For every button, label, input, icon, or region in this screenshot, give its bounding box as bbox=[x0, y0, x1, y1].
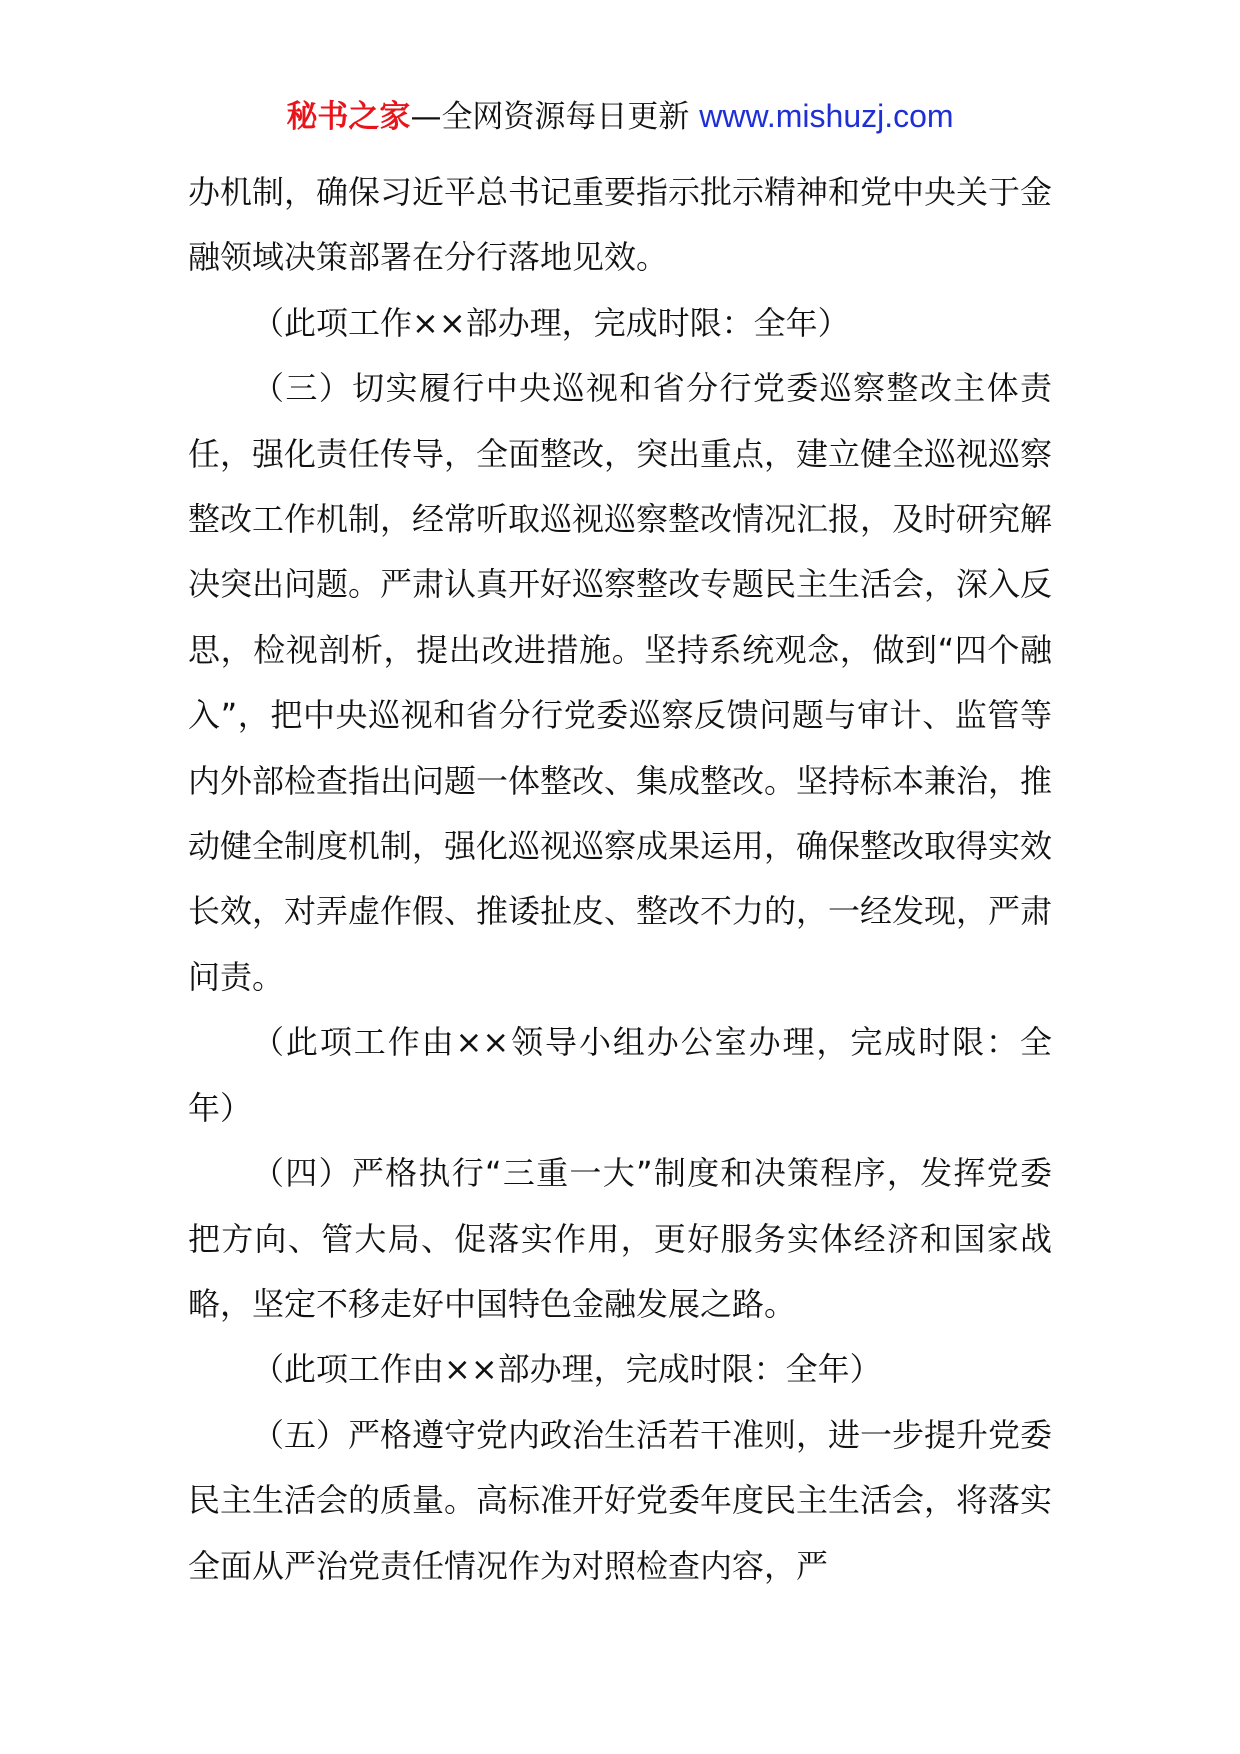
header-slogan: —全网资源每日更新 bbox=[410, 99, 690, 135]
paragraph-section-4: （四）严格执行“三重一大”制度和决策程序，发挥党委把方向、管大局、促落实作用，更好服务实体经济和国家战略，坚定不移走好中国特色金融发展之路。 bbox=[188, 1154, 1052, 1323]
watermark-header bbox=[0, 96, 1240, 137]
paragraph-continuation: 办机制，确保习近平总书记重要指示批示精神和党中央关于金融领域决策部署在分行落地见效。 bbox=[188, 173, 1053, 277]
document-body bbox=[188, 160, 1052, 1599]
website-url[interactable]: www.mishuzj.com bbox=[699, 98, 954, 134]
paragraph-note-3: （此项工作由××部办理，完成时限：全年） bbox=[252, 1350, 882, 1389]
brand-name: 秘书之家 bbox=[286, 99, 411, 135]
paragraph-section-3: （三）切实履行中央巡视和省分行党委巡察整改主体责任，强化责任传导，全面整改，突出重点，建立健全巡视巡察整改工作机制，经常听取巡视巡察整改情况汇报，及时研究解决突出问题。严肃认真开好巡察整改专题民主生活会，深入反思，检视剖析，提出改进措施。坚持系统观念，做到“四个融入”，把中央巡视和省分行党委巡察反馈问题与审计、监管等内外部检查指出问题一体整改、集成整改。坚持标本兼治，推动健全制度机制，强化巡视巡察成果运用，确保整改取得实效长效，对弄虚作假、推诿扯皮、整改不力的，一经发现，严肃问责。 bbox=[188, 369, 1053, 996]
paragraph-section-5: （五）严格遵守党内政治生活若干准则，进一步提升党委民主生活会的质量。高标准开好党委年度民主生活会，将落实全面从严治党责任情况作为对照检查内容，严 bbox=[188, 1415, 1053, 1585]
paragraph-note-2: （此项工作由××领导小组办公室办理，完成时限：全年） bbox=[188, 1023, 1052, 1127]
paragraph-note-1: （此项工作××部办理，完成时限：全年） bbox=[252, 303, 850, 342]
